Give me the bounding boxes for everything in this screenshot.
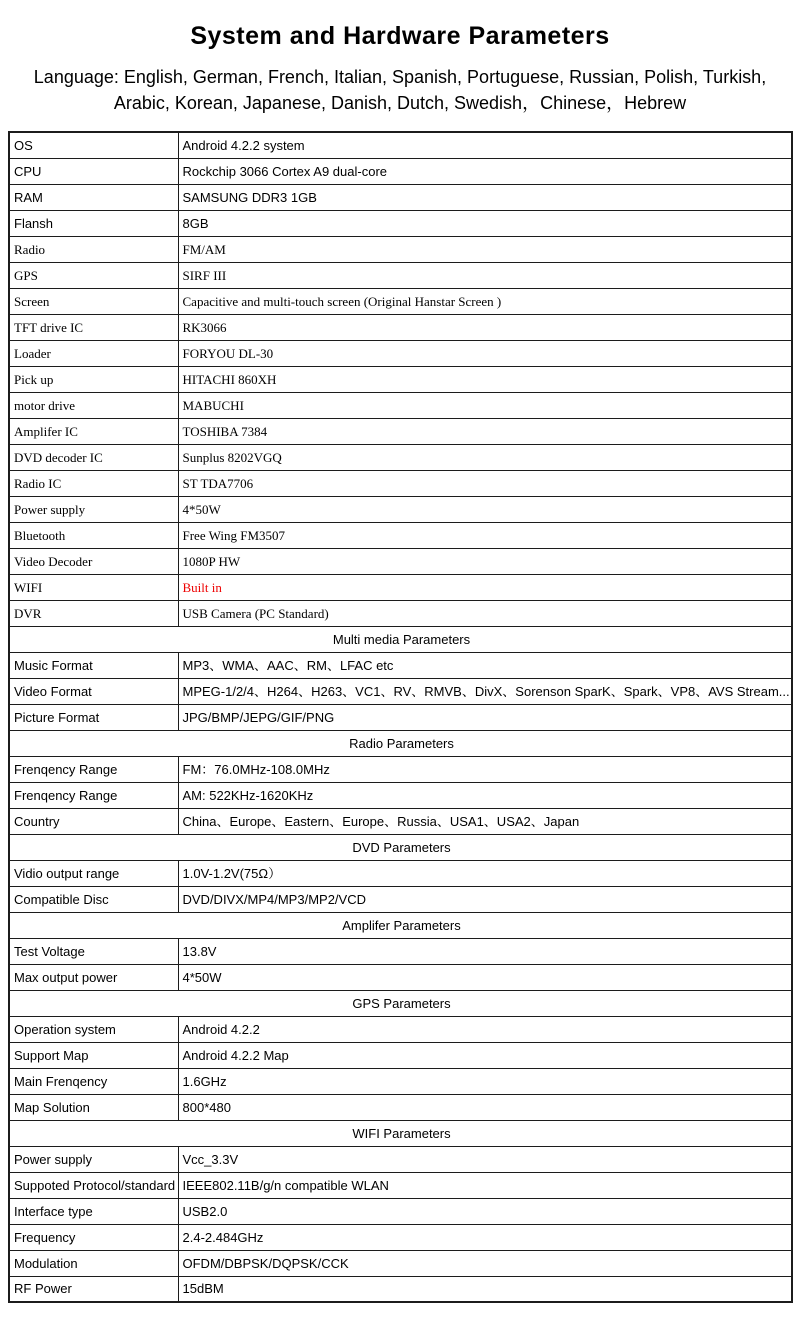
language-block bbox=[0, 64, 800, 116]
spec-row bbox=[9, 1146, 792, 1172]
spec-label: Country bbox=[9, 808, 178, 834]
section-title: GPS Parameters bbox=[9, 990, 792, 1016]
spec-value: ST TDA7706 bbox=[178, 470, 792, 496]
spec-row bbox=[9, 574, 792, 600]
spec-value: SIRF III bbox=[178, 262, 792, 288]
spec-row bbox=[9, 158, 792, 184]
spec-value: FM：76.0MHz-108.0MHz bbox=[178, 756, 792, 782]
spec-value: 1.0V-1.2V(75Ω） bbox=[178, 860, 792, 886]
section-title: Amplifer Parameters bbox=[9, 912, 792, 938]
spec-label: CPU bbox=[9, 158, 178, 184]
spec-value: 8GB bbox=[178, 210, 792, 236]
spec-row bbox=[9, 1042, 792, 1068]
section-header-row bbox=[9, 1120, 792, 1146]
spec-row bbox=[9, 1198, 792, 1224]
spec-row bbox=[9, 236, 792, 262]
spec-label: WIFI bbox=[9, 574, 178, 600]
spec-label: Max output power bbox=[9, 964, 178, 990]
spec-row bbox=[9, 288, 792, 314]
spec-row bbox=[9, 964, 792, 990]
spec-row bbox=[9, 1068, 792, 1094]
spec-row bbox=[9, 210, 792, 236]
spec-value: 4*50W bbox=[178, 496, 792, 522]
spec-value: IEEE802.11B/g/n compatible WLAN bbox=[178, 1172, 792, 1198]
spec-label: Pick up bbox=[9, 366, 178, 392]
spec-value: JPG/BMP/JEPG/GIF/PNG bbox=[178, 704, 792, 730]
spec-value: MP3、WMA、AAC、RM、LFAC etc bbox=[178, 652, 792, 678]
language-line-2: Arabic, Korean, Japanese, Danish, Dutch, Swedish，Chinese，Hebrew bbox=[113, 93, 687, 113]
spec-value: 15dBM bbox=[178, 1276, 792, 1302]
spec-label: Support Map bbox=[9, 1042, 178, 1068]
spec-label: Screen bbox=[9, 288, 178, 314]
spec-row bbox=[9, 756, 792, 782]
section-header-row bbox=[9, 990, 792, 1016]
spec-value: Android 4.2.2 Map bbox=[178, 1042, 792, 1068]
section-title: Radio Parameters bbox=[9, 730, 792, 756]
spec-row bbox=[9, 1224, 792, 1250]
spec-row bbox=[9, 314, 792, 340]
spec-value: Rockchip 3066 Cortex A9 dual-core bbox=[178, 158, 792, 184]
spec-label: Suppoted Protocol/standard bbox=[9, 1172, 178, 1198]
spec-row bbox=[9, 366, 792, 392]
spec-label: Vidio output range bbox=[9, 860, 178, 886]
spec-value: MABUCHI bbox=[178, 392, 792, 418]
spec-label: Interface type bbox=[9, 1198, 178, 1224]
spec-row bbox=[9, 678, 792, 704]
spec-row bbox=[9, 184, 792, 210]
spec-value: Android 4.2.2 bbox=[178, 1016, 792, 1042]
spec-label: Frequency bbox=[9, 1224, 178, 1250]
spec-label: Bluetooth bbox=[9, 522, 178, 548]
spec-table bbox=[8, 131, 793, 1303]
spec-value: USB2.0 bbox=[178, 1198, 792, 1224]
spec-value: FORYOU DL-30 bbox=[178, 340, 792, 366]
spec-label: Radio bbox=[9, 236, 178, 262]
spec-value: SAMSUNG DDR3 1GB bbox=[178, 184, 792, 210]
section-title: DVD Parameters bbox=[9, 834, 792, 860]
spec-row bbox=[9, 782, 792, 808]
spec-value: 1080P HW bbox=[178, 548, 792, 574]
spec-value: 2.4-2.484GHz bbox=[178, 1224, 792, 1250]
spec-row bbox=[9, 600, 792, 626]
spec-value: DVD/DIVX/MP4/MP3/MP2/VCD bbox=[178, 886, 792, 912]
spec-row bbox=[9, 1250, 792, 1276]
spec-value: 13.8V bbox=[178, 938, 792, 964]
spec-value: 4*50W bbox=[178, 964, 792, 990]
page-title: System and Hardware Parameters bbox=[190, 22, 610, 50]
spec-row bbox=[9, 860, 792, 886]
spec-row bbox=[9, 392, 792, 418]
spec-label: Video Format bbox=[9, 678, 178, 704]
spec-row bbox=[9, 522, 792, 548]
spec-label: Flansh bbox=[9, 210, 178, 236]
spec-label: Compatible Disc bbox=[9, 886, 178, 912]
language-line-1: Language: English, German, French, Italian, Spanish, Portuguese, Russian, Polish, Turkish, bbox=[33, 67, 767, 87]
spec-value: Android 4.2.2 system bbox=[178, 132, 792, 158]
spec-row bbox=[9, 548, 792, 574]
spec-row bbox=[9, 262, 792, 288]
spec-row bbox=[9, 1016, 792, 1042]
spec-label: Frenqency Range bbox=[9, 756, 178, 782]
spec-value: USB Camera (PC Standard) bbox=[178, 600, 792, 626]
spec-label: Power supply bbox=[9, 496, 178, 522]
spec-value: 800*480 bbox=[178, 1094, 792, 1120]
spec-row bbox=[9, 340, 792, 366]
spec-row bbox=[9, 132, 792, 158]
spec-label: Power supply bbox=[9, 1146, 178, 1172]
spec-value: FM/AM bbox=[178, 236, 792, 262]
spec-row bbox=[9, 704, 792, 730]
spec-label: Loader bbox=[9, 340, 178, 366]
spec-row bbox=[9, 938, 792, 964]
spec-value: Vcc_3.3V bbox=[178, 1146, 792, 1172]
spec-value: RK3066 bbox=[178, 314, 792, 340]
spec-label: TFT drive IC bbox=[9, 314, 178, 340]
spec-label: Frenqency Range bbox=[9, 782, 178, 808]
spec-value: AM: 522KHz-1620KHz bbox=[178, 782, 792, 808]
section-header-row bbox=[9, 912, 792, 938]
spec-label: Map Solution bbox=[9, 1094, 178, 1120]
spec-value: Built in bbox=[178, 574, 792, 600]
spec-label: Test Voltage bbox=[9, 938, 178, 964]
spec-value: Capacitive and multi-touch screen (Original Hanstar Screen ) bbox=[178, 288, 792, 314]
spec-row bbox=[9, 808, 792, 834]
spec-table-body bbox=[9, 132, 792, 1302]
spec-row bbox=[9, 886, 792, 912]
spec-label: Modulation bbox=[9, 1250, 178, 1276]
spec-value: MPEG-1/2/4、H264、H263、VC1、RV、RMVB、DivX、Sorenson SparK、Spark、VP8、AVS Stream... bbox=[178, 678, 792, 704]
spec-row bbox=[9, 1276, 792, 1302]
spec-value: HITACHI 860XH bbox=[178, 366, 792, 392]
spec-label: Amplifer IC bbox=[9, 418, 178, 444]
spec-label: Music Format bbox=[9, 652, 178, 678]
spec-label: DVR bbox=[9, 600, 178, 626]
spec-value: 1.6GHz bbox=[178, 1068, 792, 1094]
spec-label: RF Power bbox=[9, 1276, 178, 1302]
spec-value: TOSHIBA 7384 bbox=[178, 418, 792, 444]
spec-label: Video Decoder bbox=[9, 548, 178, 574]
spec-row bbox=[9, 1094, 792, 1120]
spec-label: motor drive bbox=[9, 392, 178, 418]
spec-row bbox=[9, 444, 792, 470]
spec-value: Sunplus 8202VGQ bbox=[178, 444, 792, 470]
spec-label: Picture Format bbox=[9, 704, 178, 730]
spec-row bbox=[9, 1172, 792, 1198]
spec-value: Free Wing FM3507 bbox=[178, 522, 792, 548]
spec-label: Radio IC bbox=[9, 470, 178, 496]
section-header-row bbox=[9, 626, 792, 652]
spec-label: OS bbox=[9, 132, 178, 158]
spec-row bbox=[9, 470, 792, 496]
spec-label: Main Frenqency bbox=[9, 1068, 178, 1094]
spec-label: Operation system bbox=[9, 1016, 178, 1042]
section-title: Multi media Parameters bbox=[9, 626, 792, 652]
spec-label: RAM bbox=[9, 184, 178, 210]
spec-value: OFDM/DBPSK/DQPSK/CCK bbox=[178, 1250, 792, 1276]
spec-row bbox=[9, 418, 792, 444]
spec-label: DVD decoder IC bbox=[9, 444, 178, 470]
spec-label: GPS bbox=[9, 262, 178, 288]
section-header-row bbox=[9, 834, 792, 860]
section-header-row bbox=[9, 730, 792, 756]
spec-value: China、Europe、Eastern、Europe、Russia、USA1、USA2、Japan bbox=[178, 808, 792, 834]
spec-row bbox=[9, 652, 792, 678]
spec-row bbox=[9, 496, 792, 522]
section-title: WIFI Parameters bbox=[9, 1120, 792, 1146]
